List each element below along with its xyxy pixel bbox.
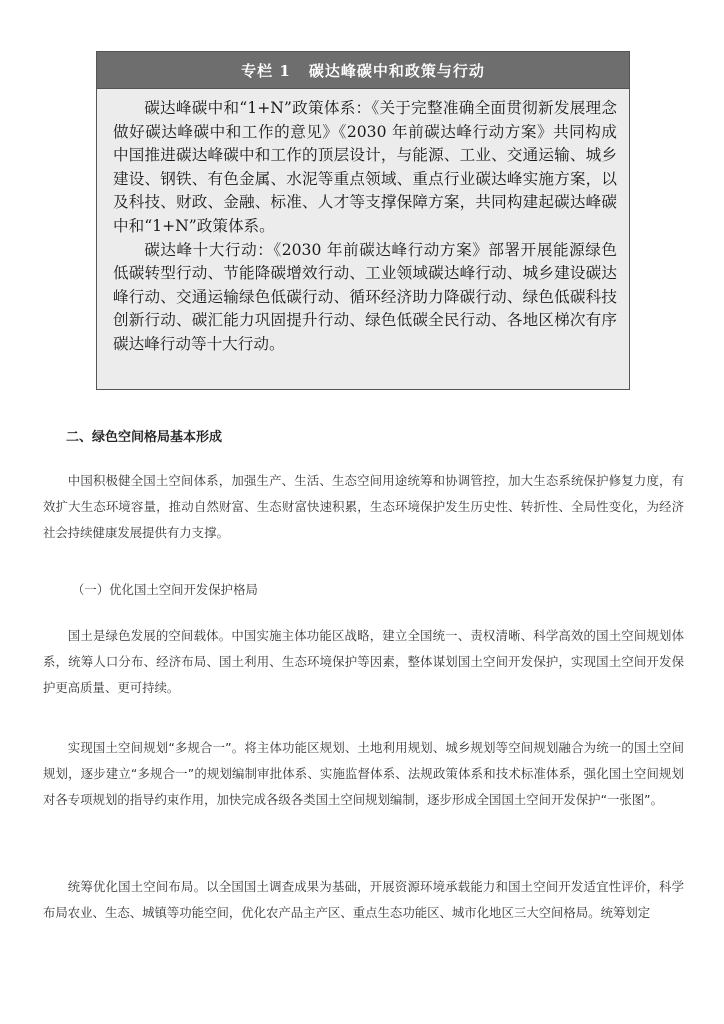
sidebar-column-box [96, 51, 630, 390]
section-heading: 二、绿色空间格局基本形成 [66, 430, 223, 445]
sidebar-number: 专栏 1 [241, 61, 291, 80]
article-paragraph-intro: 中国积极健全国土空间体系，加强生产、生活、生态空间用途统筹和协调管控，加大生态系统保护修复力度，有效扩大生态环境容量，推动自然财富、生态财富快速积累，生态环境保护发生历史性、转折性、全局性变化，为经济社会持续健康发展提供有力支撑。 [43, 473, 684, 540]
sidebar-header [97, 52, 629, 89]
sub-heading: （一）优化国土空间开发保护格局 [72, 582, 258, 597]
article-paragraph: 统筹优化国土空间布局。以全国国土调查成果为基础，开展资源环境承载能力和国土空间开发适宜性评价，科学布局农业、生态、城镇等功能空间，优化农产品主产区、重点生态功能区、城市化地区三大空间格局。统筹划定 [43, 879, 684, 920]
article-paragraph: 国土是绿色发展的空间载体。中国实施主体功能区战略，建立全国统一、责权清晰、科学高效的国土空间规划体系，统筹人口分布、经济布局、国土利用、生态环境保护等因素，整体谋划国土空间开发保护，实现国土空间开发保护更高质量、更可持续。 [43, 628, 684, 695]
sidebar-paragraph: 碳达峰碳中和“1+N”政策体系：《关于完整准确全面贯彻新发展理念做好碳达峰碳中和工作的意见》《2030 年前碳达峰行动方案》共同构成中国推进碳达峰碳中和工作的顶层设计，与能源、工业、交通运输、城乡建设、钢铁、有色金属、水泥等重点领域、重点行业碳达峰实施方案，以及科技、财政、金融、标准、人才等支撑保障方案，共同构建起碳达峰碳中和“1+N”政策体系。 [113, 99, 617, 235]
sidebar-body [97, 89, 629, 357]
sidebar-paragraph: 碳达峰十大行动：《2030 年前碳达峰行动方案》部署开展能源绿色低碳转型行动、节能降碳增效行动、工业领域碳达峰行动、城乡建设碳达峰行动、交通运输绿色低碳行动、循环经济助力降碳行动、绿色低碳科技创新行动、碳汇能力巩固提升行动、绿色低碳全民行动、各地区梯次有序碳达峰行动等十大行动。 [113, 240, 617, 353]
article-paragraph: 实现国土空间规划“多规合一”。将主体功能区规划、土地利用规划、城乡规划等空间规划融合为统一的国土空间规划，逐步建立“多规合一”的规划编制审批体系、实施监督体系、法规政策体系和技术标准体系，强化国土空间规划对各专项规划的指导约束作用，加快完成各级各类国土空间规划编制，逐步形成全国国土空间开发保护“一张图”。 [43, 740, 684, 807]
sidebar-title: 碳达峰碳中和政策与行动 [308, 61, 485, 80]
